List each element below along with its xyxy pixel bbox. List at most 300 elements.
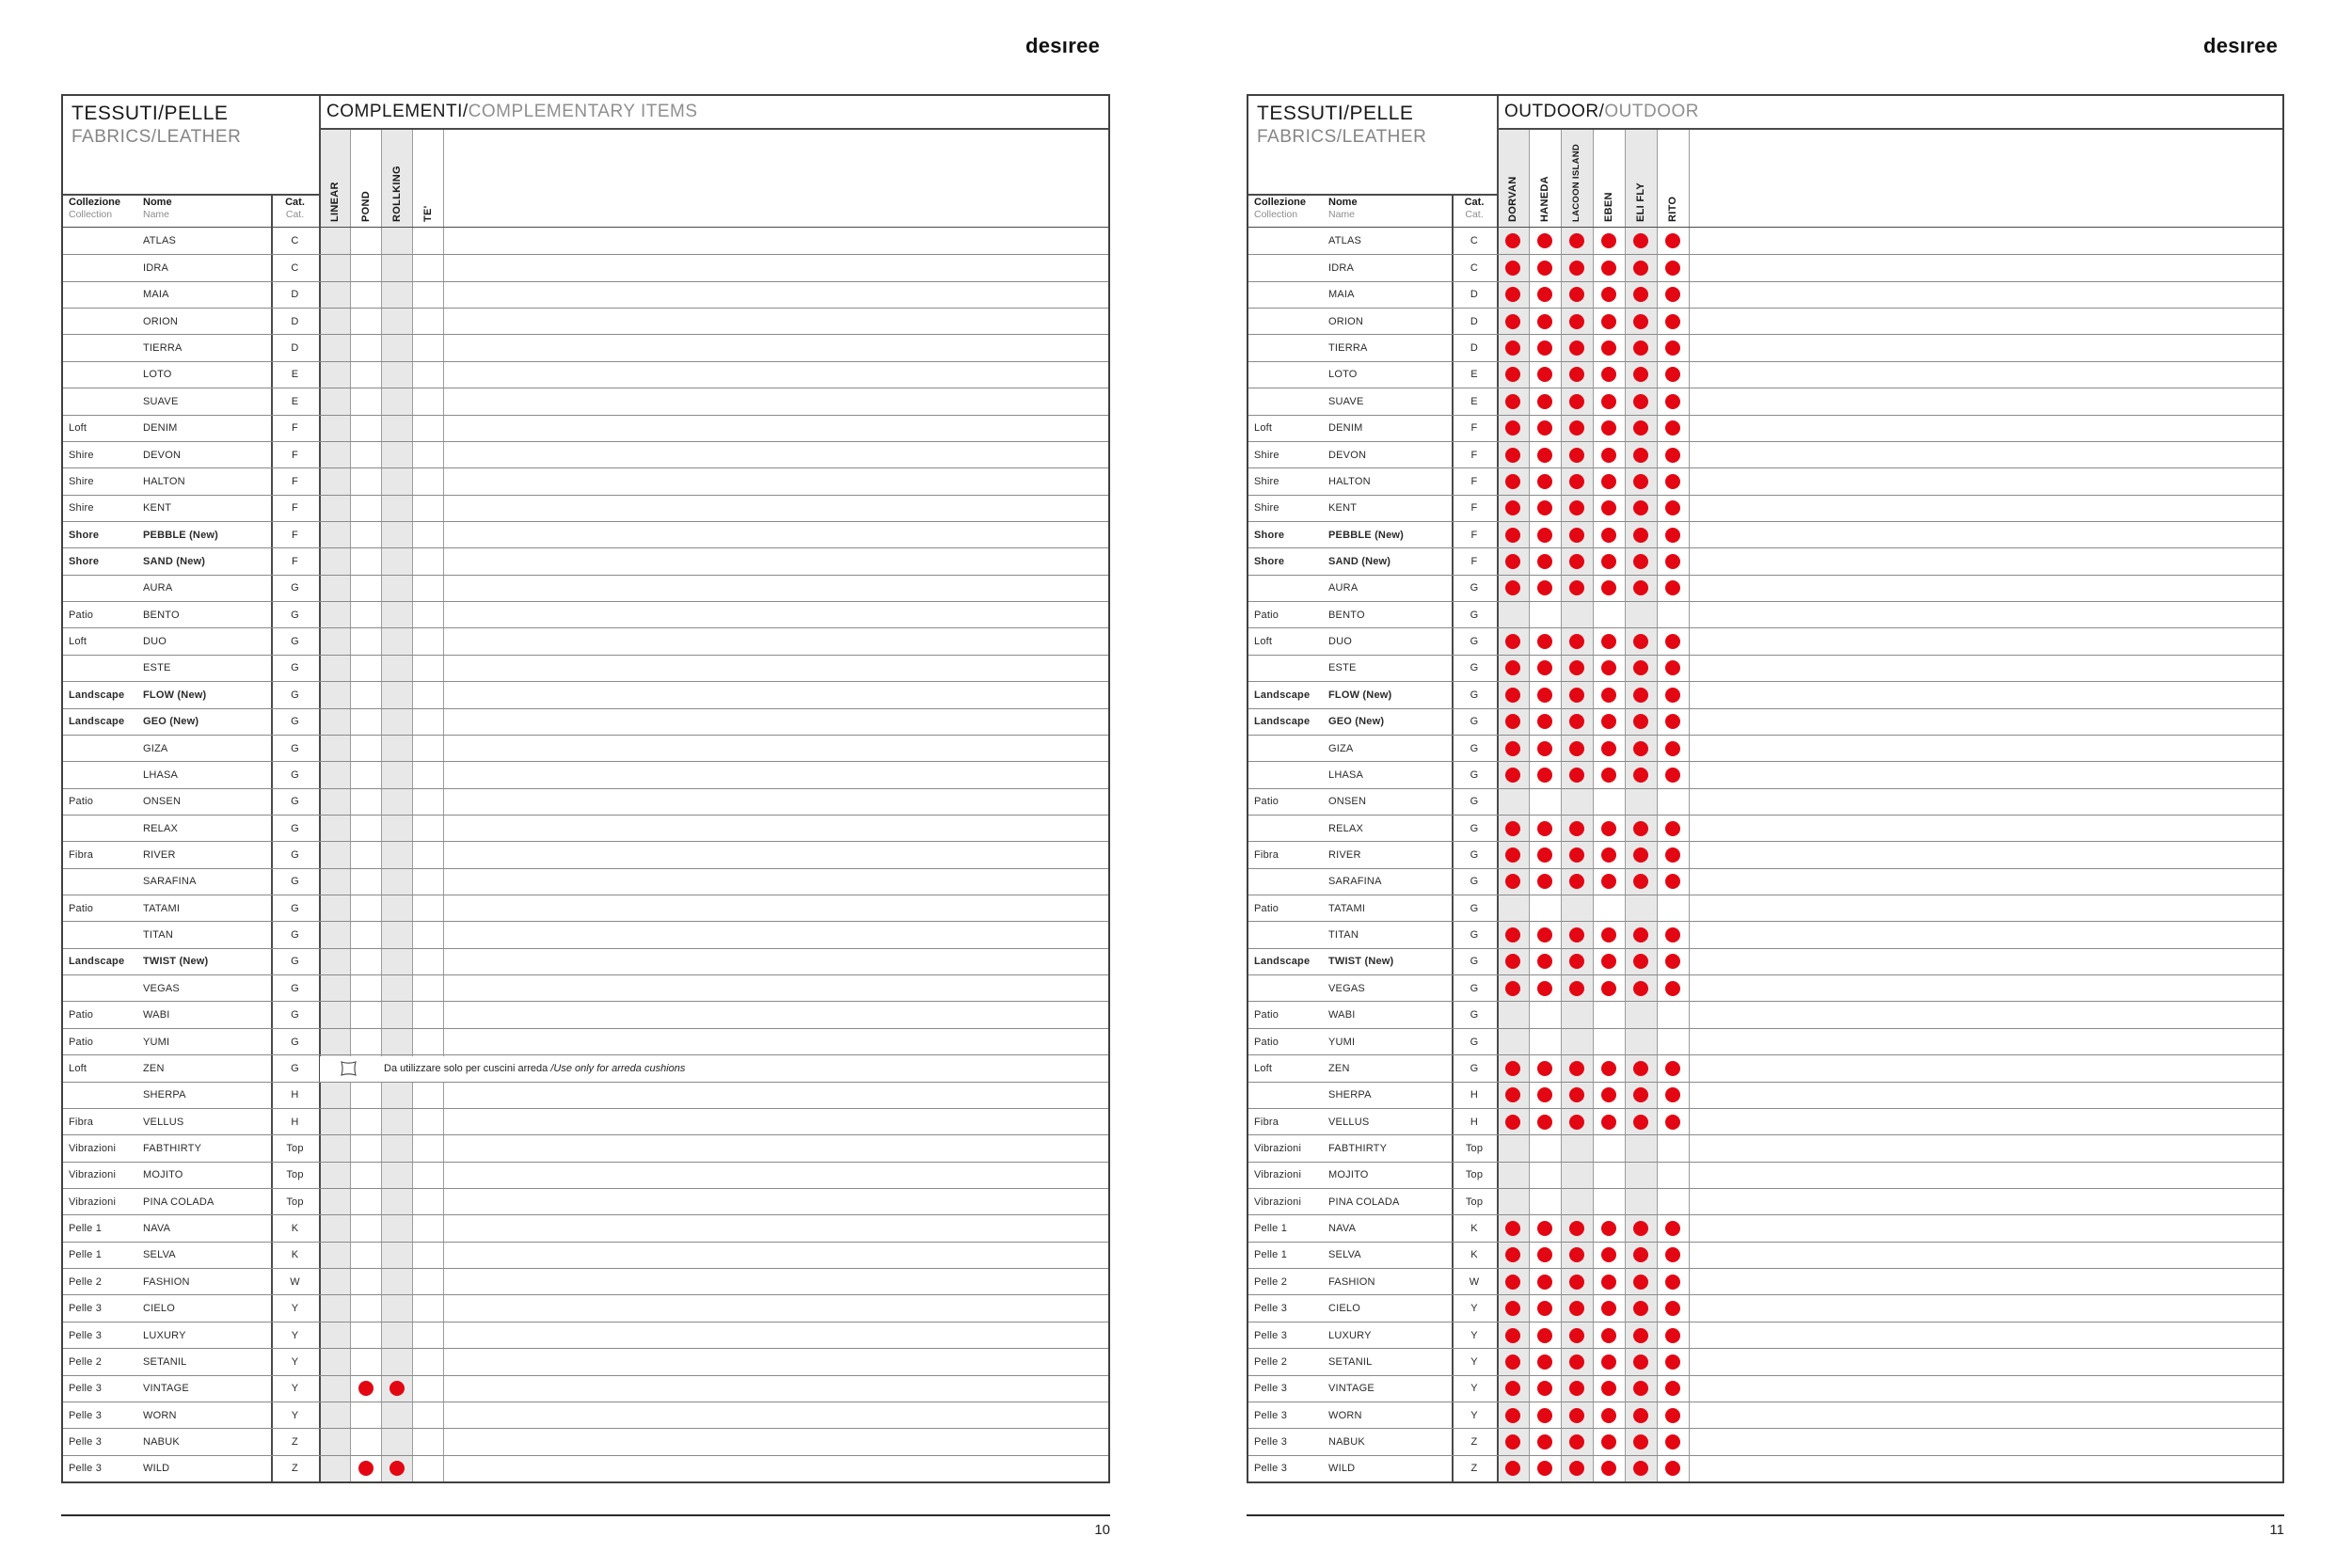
availability-dot [1665, 688, 1680, 703]
fabric-row [63, 1402, 1108, 1428]
availability-dot [1569, 688, 1584, 703]
availability-dot [1569, 314, 1584, 329]
availability-dot [1569, 448, 1584, 463]
note-text [384, 1063, 685, 1074]
cat-cell: F [1470, 422, 1478, 435]
name-cell: WABI [1328, 1009, 1356, 1022]
column-label-name-en: Name [1328, 209, 1356, 220]
column-header-te-: TE' [421, 205, 434, 222]
cat-cell: Z [1470, 1463, 1478, 1475]
note-text-italian: Da utilizzare solo per cuscini arreda [384, 1063, 551, 1075]
collection-cell: Landscape [1254, 689, 1311, 701]
availability-dot [1633, 927, 1648, 942]
cat-cell: G [1470, 1036, 1479, 1048]
availability-dot [1633, 500, 1648, 515]
availability-dot [1569, 500, 1584, 515]
name-cell: TIERRA [143, 342, 183, 355]
column-label-cat-en: Cat. [285, 209, 305, 220]
collection-cell: Pelle 3 [1254, 1463, 1288, 1475]
availability-dot [1569, 1247, 1584, 1262]
availability-dot [1537, 580, 1552, 595]
availability-dot [1665, 394, 1680, 409]
collection-cell: Shire [69, 449, 94, 461]
name-cell: GIZA [1328, 742, 1354, 754]
availability-dot [1537, 448, 1552, 463]
name-cell: MOJITO [1328, 1169, 1369, 1181]
availability-dot [1505, 474, 1520, 489]
collection-cell: Pelle 3 [1254, 1383, 1288, 1395]
fabric-row [1248, 1214, 2282, 1241]
name-cell: FASHION [143, 1275, 190, 1288]
availability-dot [1665, 821, 1680, 836]
availability-dot [1633, 1301, 1648, 1316]
column-header-lacoon-island: LACOON ISLAND [1571, 143, 1581, 222]
name-cell: PEBBLE (New) [1328, 529, 1405, 541]
availability-dot [1601, 1434, 1616, 1449]
availability-dot [1665, 927, 1680, 942]
fabric-row [1248, 1242, 2282, 1268]
collection-cell: Pelle 3 [69, 1435, 103, 1448]
fabric-row [63, 1428, 1108, 1454]
cat-cell: F [1470, 502, 1478, 515]
availability-dot [1633, 1461, 1648, 1476]
section-header-rule [319, 128, 1108, 130]
availability-dot [1633, 1328, 1648, 1343]
collection-cell: Vibrazioni [1254, 1169, 1302, 1181]
availability-dot [1569, 1221, 1584, 1236]
cat-cell: K [291, 1249, 299, 1261]
availability-dot [1665, 874, 1680, 889]
name-cell: IDRA [143, 262, 169, 275]
cat-cell: G [1470, 902, 1479, 914]
availability-dot [1633, 634, 1648, 649]
availability-dot [1537, 821, 1552, 836]
name-cell: VINTAGE [143, 1383, 189, 1395]
fabrics-complementi-table [61, 94, 1110, 1483]
cat-cell: F [1470, 449, 1478, 461]
availability-dot [1601, 1221, 1616, 1236]
availability-dot [1505, 821, 1520, 836]
cat-cell: K [1470, 1249, 1478, 1261]
column-label-cat [271, 197, 319, 221]
name-cell: VELLUS [1328, 1116, 1370, 1128]
fabric-row [63, 815, 1108, 841]
name-cell: HALTON [1328, 475, 1371, 487]
availability-dot [1601, 1461, 1616, 1476]
fabric-row [1248, 1001, 2282, 1027]
availability-dot [1665, 367, 1680, 382]
collection-cell: Patio [69, 609, 94, 621]
availability-dot [1665, 1408, 1680, 1423]
name-cell: RELAX [143, 822, 179, 834]
availability-dot [1569, 1381, 1584, 1396]
availability-dot [1665, 287, 1680, 302]
fabric-row [63, 627, 1108, 654]
collection-cell: Patio [1254, 1036, 1279, 1048]
fabric-row [1248, 601, 2282, 627]
column-header-haneda: HANEDA [1539, 176, 1550, 222]
cat-cell: D [291, 289, 299, 301]
availability-dot [1601, 1275, 1616, 1290]
availability-dot [1537, 688, 1552, 703]
fabric-row [1248, 1162, 2282, 1188]
availability-dot [1505, 1087, 1520, 1102]
fabric-row [1248, 868, 2282, 895]
fabric-row [63, 521, 1108, 547]
fabric-row [63, 547, 1108, 574]
fabric-row [63, 1082, 1108, 1108]
fabric-row [1248, 1268, 2282, 1294]
availability-dot [1505, 580, 1520, 595]
column-label-name-en: Name [143, 209, 170, 220]
availability-dot [1601, 500, 1616, 515]
name-cell: SELVA [1328, 1249, 1361, 1261]
availability-dot [1569, 554, 1584, 569]
fabric-row [63, 708, 1108, 735]
availability-dot [1665, 1087, 1680, 1102]
availability-dot [1665, 1328, 1680, 1343]
availability-dot [1665, 1275, 1680, 1290]
fabric-row [1248, 575, 2282, 601]
name-cell: DEVON [1328, 449, 1367, 461]
availability-dot [1569, 287, 1584, 302]
fabric-row [63, 1294, 1108, 1321]
name-cell: ESTE [143, 662, 171, 674]
availability-dot [1505, 554, 1520, 569]
cat-cell: G [291, 796, 299, 808]
availability-dot [1601, 1328, 1616, 1343]
fabric-row [63, 495, 1108, 521]
cat-cell: Top [286, 1142, 304, 1154]
cat-cell: G [291, 1062, 299, 1074]
name-cell: DEVON [143, 449, 182, 461]
cat-cell: Top [1465, 1142, 1484, 1154]
fabric-row [63, 415, 1108, 441]
name-cell: SHERPA [143, 1089, 186, 1101]
fabric-row [63, 1322, 1108, 1348]
availability-dot [1505, 1275, 1520, 1290]
cat-cell: C [1470, 262, 1479, 275]
cat-cell: Y [1470, 1329, 1478, 1341]
name-cell: TATAMI [143, 902, 181, 914]
name-cell: SUAVE [1328, 395, 1364, 407]
name-cell: SHERPA [1328, 1089, 1372, 1101]
cat-cell: G [291, 662, 299, 674]
collection-cell: Shore [1254, 556, 1285, 567]
fabric-row [63, 388, 1108, 414]
fabric-row [1248, 334, 2282, 360]
fabric-row [63, 735, 1108, 761]
availability-dot [1633, 660, 1648, 675]
fabric-row [1248, 495, 2282, 521]
cat-cell: G [1470, 768, 1479, 781]
collection-cell: Fibra [1254, 1116, 1279, 1128]
availability-dot [1633, 1381, 1648, 1396]
availability-dot [1633, 688, 1648, 703]
name-cell: FLOW (New) [143, 689, 207, 701]
availability-dot [1601, 554, 1616, 569]
cat-cell: G [1470, 742, 1479, 754]
availability-dot [1665, 448, 1680, 463]
name-cell: BENTO [1328, 609, 1365, 621]
name-cell: PINA COLADA [143, 1196, 215, 1208]
name-cell: AURA [143, 582, 173, 594]
name-cell: ZEN [1328, 1062, 1350, 1074]
cat-cell: G [1470, 1062, 1479, 1074]
collection-cell: Landscape [1254, 716, 1311, 728]
availability-dot [1633, 261, 1648, 276]
cat-cell: Y [1470, 1355, 1478, 1368]
name-cell: ATLAS [1328, 235, 1362, 247]
availability-dot [1537, 233, 1552, 248]
availability-dot [1633, 233, 1648, 248]
fabric-row [63, 974, 1108, 1001]
availability-dot [1505, 448, 1520, 463]
availability-dot [1505, 954, 1520, 969]
fabric-row [63, 308, 1108, 334]
availability-dot [1569, 874, 1584, 889]
column-label-collection-en: Collection [69, 209, 113, 220]
fabric-row [1248, 627, 2282, 654]
column-header-eli-fly: ELI FLY [1635, 182, 1646, 222]
page-number: 10 [1094, 1522, 1110, 1538]
availability-dot [1569, 741, 1584, 756]
fabric-row [1248, 1428, 2282, 1454]
fabric-row [1248, 974, 2282, 1001]
collection-cell: Vibrazioni [69, 1169, 117, 1181]
name-cell: FABTHIRTY [1328, 1142, 1388, 1154]
availability-dot [1537, 367, 1552, 382]
cat-cell: G [291, 822, 299, 834]
availability-dot [1665, 741, 1680, 756]
cat-cell: F [1470, 556, 1478, 567]
availability-dot [1601, 768, 1616, 783]
availability-dot [1505, 981, 1520, 996]
collection-cell: Patio [1254, 609, 1279, 621]
availability-dot [1633, 287, 1648, 302]
availability-dot [1569, 233, 1584, 248]
name-cell: YUMI [1328, 1036, 1356, 1048]
name-cell: YUMI [143, 1036, 170, 1048]
name-cell: CIELO [1328, 1303, 1361, 1315]
cat-cell: Top [286, 1169, 304, 1181]
collection-cell: Patio [69, 1036, 94, 1048]
brand-logo: desıree [2203, 34, 2279, 57]
column-label-name [143, 197, 172, 221]
availability-dot [1505, 1354, 1520, 1370]
availability-dot [1537, 874, 1552, 889]
name-cell: VINTAGE [1328, 1383, 1375, 1395]
availability-dot [1537, 528, 1552, 543]
name-cell: FASHION [1328, 1275, 1375, 1288]
availability-dot [1505, 1381, 1520, 1396]
name-cell: SARAFINA [1328, 876, 1382, 888]
availability-dot [1537, 954, 1552, 969]
collection-cell: Vibrazioni [1254, 1196, 1302, 1208]
availability-dot [1537, 741, 1552, 756]
cat-cell: Z [1470, 1435, 1478, 1448]
collection-cell: Shire [1254, 475, 1279, 487]
page-title-italian: TESSUTI/PELLE [1257, 103, 1414, 124]
fabric-row [1248, 895, 2282, 921]
availability-dot [1665, 580, 1680, 595]
cushion-icon [340, 1060, 358, 1077]
availability-dot [1601, 233, 1616, 248]
availability-dot [1665, 1301, 1680, 1316]
fabric-row [1248, 521, 2282, 547]
cat-cell: W [290, 1275, 300, 1288]
availability-dot [1601, 314, 1616, 329]
availability-dot [1505, 874, 1520, 889]
collection-cell: Patio [1254, 902, 1279, 914]
availability-dot [1633, 528, 1648, 543]
section-title-english: COMPLEMENTARY ITEMS [468, 102, 698, 121]
fabric-row [1248, 1348, 2282, 1374]
availability-dot [1569, 847, 1584, 863]
name-cell: LOTO [143, 369, 172, 381]
cat-cell: G [1470, 796, 1479, 808]
fabric-row [63, 467, 1108, 494]
fabric-row [1248, 1108, 2282, 1134]
collection-cell: Pelle 1 [69, 1249, 103, 1261]
availability-dot [1569, 474, 1584, 489]
availability-dot [1505, 1461, 1520, 1476]
fabric-row [1248, 1455, 2282, 1481]
availability-dot [1665, 847, 1680, 863]
availability-dot [358, 1461, 373, 1476]
collection-cell: Shore [1254, 529, 1285, 541]
collection-cell: Pelle 2 [69, 1355, 103, 1368]
availability-dot [1665, 500, 1680, 515]
cat-cell: G [291, 1009, 299, 1022]
fabric-row [1248, 788, 2282, 815]
label-row-rule [63, 194, 319, 196]
availability-dot [1537, 1301, 1552, 1316]
name-cell: DUO [1328, 636, 1353, 648]
availability-dot [1505, 741, 1520, 756]
cat-cell: Z [292, 1435, 298, 1448]
availability-dot [1633, 367, 1648, 382]
collection-cell: Shire [1254, 502, 1279, 515]
name-cell: DUO [143, 636, 167, 648]
collection-cell: Pelle 1 [69, 1223, 103, 1235]
column-label-cat [1452, 197, 1497, 221]
fabric-row [63, 1188, 1108, 1214]
cat-cell: F [292, 502, 298, 515]
name-cell: TIERRA [1328, 342, 1368, 355]
cat-cell: G [291, 636, 299, 648]
collection-cell: Fibra [1254, 848, 1279, 861]
cat-cell: Y [291, 1409, 299, 1421]
collection-cell: Pelle 3 [69, 1383, 103, 1395]
cat-cell: H [291, 1116, 299, 1128]
availability-dot [1569, 1408, 1584, 1423]
availability-dot [1633, 341, 1648, 356]
collection-cell: Loft [1254, 1062, 1273, 1074]
name-cell: ONSEN [143, 796, 182, 808]
availability-dot [1537, 287, 1552, 302]
availability-dot [1569, 1354, 1584, 1370]
availability-dot [1505, 927, 1520, 942]
availability-dot [1633, 1275, 1648, 1290]
collection-cell: Landscape [69, 956, 125, 968]
collection-cell: Pelle 3 [1254, 1303, 1288, 1315]
collection-cell: Fibra [69, 1116, 94, 1128]
availability-dot [1665, 1354, 1680, 1370]
availability-dot [1537, 1381, 1552, 1396]
fabric-row [63, 1054, 1108, 1081]
fabric-row [63, 228, 1108, 254]
name-cell: SETANIL [143, 1355, 187, 1368]
availability-dot [1601, 448, 1616, 463]
cat-cell: G [1470, 929, 1479, 942]
cat-cell: F [292, 475, 298, 487]
note-cell [320, 1056, 1107, 1081]
section-header-rule [1497, 128, 2282, 130]
availability-dot [1665, 1247, 1680, 1262]
name-cell: WORN [1328, 1409, 1362, 1421]
availability-dot [1505, 1301, 1520, 1316]
availability-dot [1601, 341, 1616, 356]
availability-dot [1633, 954, 1648, 969]
availability-dot [1505, 287, 1520, 302]
column-label-cat-en: Cat. [1465, 209, 1484, 220]
availability-dot [1633, 847, 1648, 863]
name-cell: KENT [143, 502, 172, 515]
name-cell: TATAMI [1328, 902, 1366, 914]
collection-cell: Shore [69, 556, 100, 567]
availability-dot [1505, 528, 1520, 543]
cat-cell: Top [1465, 1196, 1484, 1208]
fabric-row [1248, 228, 2282, 254]
cat-cell: E [1470, 395, 1478, 407]
collection-cell: Fibra [69, 848, 94, 861]
cat-cell: F [1470, 475, 1478, 487]
availability-dot [1665, 233, 1680, 248]
fabric-row [63, 1108, 1108, 1134]
availability-dot [1537, 1061, 1552, 1076]
fabric-row [1248, 1322, 2282, 1348]
name-cell: NABUK [143, 1435, 180, 1448]
cat-cell: F [292, 422, 298, 435]
availability-dot [1601, 981, 1616, 996]
collection-cell: Loft [69, 636, 87, 648]
availability-dot [1537, 981, 1552, 996]
availability-dot [1601, 874, 1616, 889]
fabric-row [63, 1242, 1108, 1268]
availability-dot [1601, 634, 1616, 649]
cat-cell: Top [286, 1196, 304, 1208]
cat-cell: K [1470, 1223, 1478, 1235]
availability-dot [1569, 367, 1584, 382]
column-header-eben: EBEN [1603, 192, 1614, 222]
collection-cell: Pelle 1 [1254, 1249, 1288, 1261]
collection-cell: Shire [69, 475, 94, 487]
availability-dot [1505, 768, 1520, 783]
availability-dot [1665, 768, 1680, 783]
availability-dot [1665, 474, 1680, 489]
availability-dot [1633, 1087, 1648, 1102]
fabric-row [63, 681, 1108, 707]
availability-dot [1569, 1275, 1584, 1290]
availability-dot [1537, 341, 1552, 356]
availability-dot [1633, 981, 1648, 996]
collection-cell: Patio [1254, 796, 1279, 808]
collection-cell: Landscape [1254, 956, 1311, 968]
availability-dot [1601, 287, 1616, 302]
fabric-row [1248, 1188, 2282, 1214]
availability-dot [1633, 394, 1648, 409]
